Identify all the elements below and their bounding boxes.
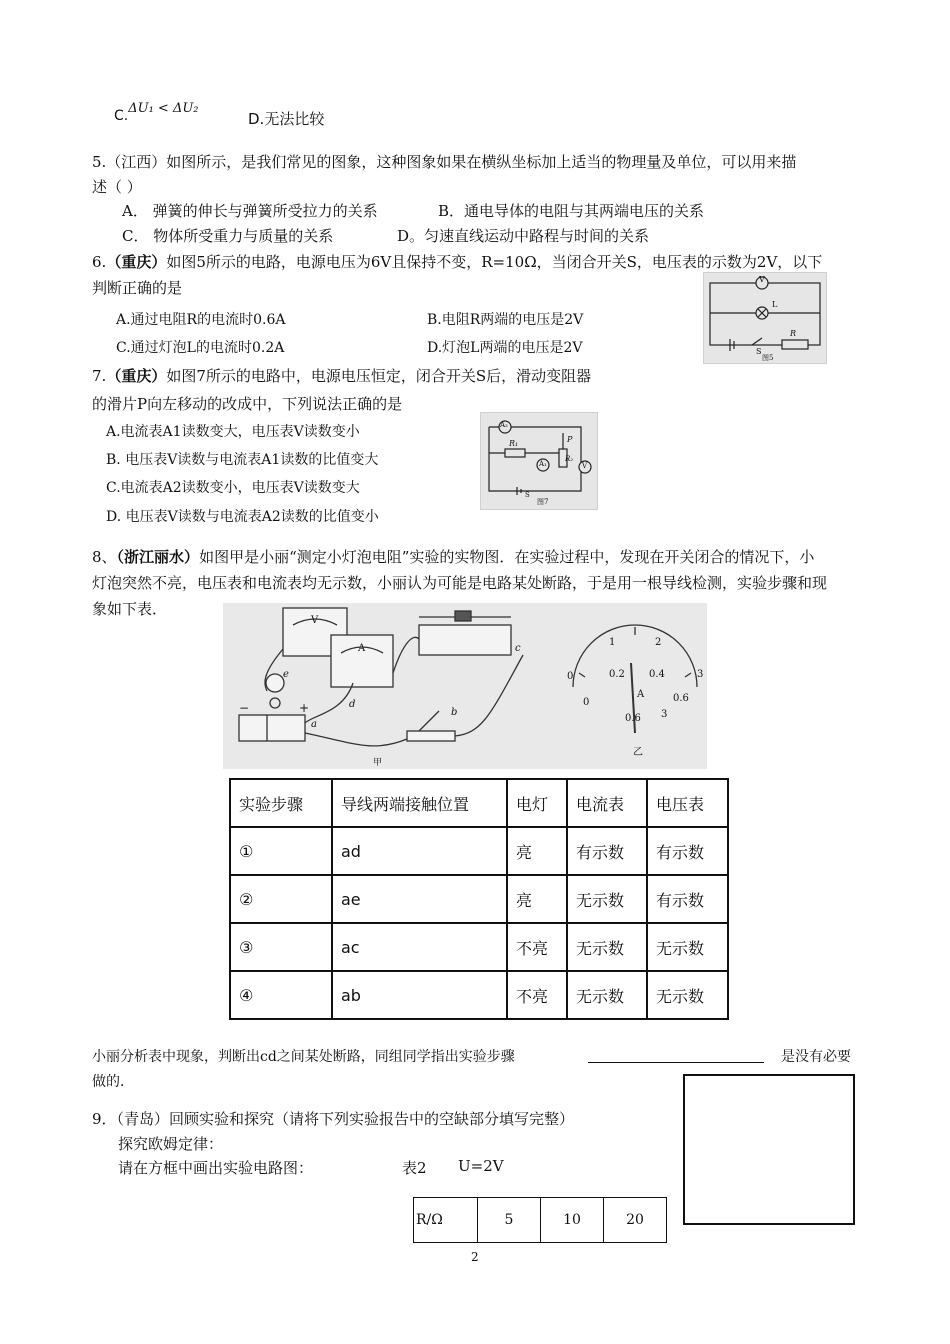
- q6-stem-line1: 6.（重庆）如图5所示的电路，电源电压为6V且保持不变，R=10Ω，当闭合开关S，电压表的示数为2V，以下: [92, 253, 823, 271]
- figure-7-a2-label: A₂: [500, 421, 508, 429]
- figure-5-resistor-label: R: [790, 329, 797, 338]
- figure-8-apparatus: [223, 603, 707, 769]
- figure-7-r2-label: R₂: [565, 455, 574, 463]
- q8-answer-prompt: 小丽分析表中现象，判断出cd之间某处断路，同组同学指出实验步骤: [92, 1049, 515, 1065]
- table-cell: 无示数: [647, 923, 728, 971]
- figure-7-circuit: [480, 412, 598, 510]
- q5-option-b: B．通电导体的电阻与其两端电压的关系: [438, 202, 705, 220]
- meter-top-tick-0: 0: [567, 671, 574, 682]
- figure-8-battery-plus: +: [299, 701, 310, 715]
- q8-answer-prompt-tail: 是没有必要: [781, 1049, 851, 1065]
- figure-7-s-label: S: [525, 491, 530, 499]
- table-cell: ac: [332, 923, 507, 971]
- figure-8-point-d: d: [349, 699, 356, 710]
- figure-8-voltmeter-label: V: [311, 615, 319, 626]
- table-cell: 10: [541, 1198, 604, 1243]
- table-cell: 有示数: [647, 875, 728, 923]
- table-cell: 无示数: [567, 971, 647, 1019]
- figure-8-battery-minus: −: [239, 701, 250, 715]
- table-cell: 有示数: [647, 827, 728, 875]
- q6-option-c: C.通过灯泡L的电流时0.2A: [116, 340, 285, 356]
- meter-unit-letter: A: [637, 689, 645, 700]
- q8-results-table: [229, 778, 729, 1020]
- figure-8-point-e: e: [283, 669, 289, 680]
- q4-option-c: C.ΔU₁ < ΔU₂: [114, 101, 199, 124]
- figure-5-voltmeter-label: V: [759, 275, 765, 284]
- q5-option-a: A． 弹簧的伸长与弹簧所受拉力的关系: [122, 202, 378, 220]
- q6-option-d: D.灯泡L两端的电压是2V: [427, 340, 583, 356]
- meter-bottom-tick-0-2: 0.2: [609, 669, 625, 680]
- table-cell: 不亮: [507, 971, 567, 1019]
- q7-option-a: A.电流表A1读数变大，电压表V读数变小: [106, 424, 360, 440]
- q9-stem: 9．（青岛）回顾实验和探究（请将下列实验报告中的空缺部分填写完整）: [92, 1110, 575, 1128]
- figure-8-point-a: a: [311, 719, 317, 730]
- table-row: [230, 827, 728, 875]
- figure-7-v-label: V: [582, 462, 588, 470]
- table-cell: 无示数: [647, 971, 728, 1019]
- q5-option-c: C． 物体所受重力与质量的关系: [122, 227, 334, 245]
- q6-stem-line2: 判断正确的是: [92, 279, 183, 297]
- meter-top-tick-3: 3: [697, 669, 704, 680]
- table-cell: 不亮: [507, 923, 567, 971]
- meter-top-tick-1: 1: [609, 637, 616, 648]
- table-cell: ④: [230, 971, 332, 1019]
- q6-option-a: A.通过电阻R的电流时0.6A: [116, 312, 286, 328]
- page-number: 2: [471, 1250, 479, 1264]
- q7-option-d: D. 电压表V读数与电流表A2读数的比值变小: [106, 509, 379, 525]
- q9-instruction: 请在方框中画出实验电路图：: [118, 1159, 314, 1177]
- figure-5-switch-label: S: [756, 347, 762, 356]
- meter-terminal-3: 3: [661, 709, 668, 720]
- figure-8-point-c: c: [515, 643, 521, 654]
- table-header-cell: 导线两端接触位置: [332, 779, 507, 827]
- q9-table-title: 表2: [402, 1159, 427, 1177]
- q9-table-condition: U=2V: [458, 1157, 504, 1175]
- q9-sub-heading: 探究欧姆定律：: [118, 1135, 224, 1153]
- q8-stem-line3: 象如下表．: [92, 600, 168, 618]
- figure-5-svg: [704, 273, 826, 363]
- figure-8-caption-jia: 甲: [373, 758, 383, 768]
- meter-top-tick-2: 2: [655, 637, 662, 648]
- figure-7-p-label: P: [567, 435, 573, 444]
- table-header-cell: 电流表: [567, 779, 647, 827]
- table-row: [414, 1198, 667, 1243]
- figure-7-r1-label: R₁: [509, 439, 519, 448]
- table-cell: 20: [604, 1198, 667, 1243]
- table-cell: ③: [230, 923, 332, 971]
- circuit-drawing-box[interactable]: [683, 1074, 855, 1225]
- table-row: [230, 971, 728, 1019]
- q5-stem-line2: 述（ ）: [92, 178, 142, 196]
- q5-stem-line1: 5.（江西）如图所示，是我们常见的图象，这种图象如果在横纵坐标加上适当的物理量及单位，可以用来描: [92, 153, 797, 171]
- table-cell: 亮: [507, 827, 567, 875]
- q4-option-d: D.无法比较: [248, 110, 325, 128]
- figure-8-caption-yi: 乙: [633, 747, 643, 758]
- meter-bottom-tick-0-6: 0.6: [673, 693, 689, 704]
- figure-5-caption: 图5: [762, 354, 774, 362]
- table-cell: ①: [230, 827, 332, 875]
- q8-answer-blank[interactable]: [588, 1062, 764, 1063]
- meter-terminal-0-6: 0.6: [625, 713, 641, 724]
- q8-answer-line2: 做的．: [92, 1074, 134, 1090]
- q7-option-b: B. 电压表V读数与电流表A1读数的比值变大: [106, 452, 379, 468]
- q5-option-d: D。匀速直线运动中路程与时间的关系: [397, 227, 650, 245]
- figure-8-point-b: b: [451, 707, 458, 718]
- table-cell: 有示数: [567, 827, 647, 875]
- figure-5-lamp-label: L: [772, 300, 778, 309]
- q9-data-table: [413, 1197, 667, 1243]
- q6-option-b: B.电阻R两端的电压是2V: [427, 312, 584, 328]
- table-cell: ②: [230, 875, 332, 923]
- q7-option-c: C.电流表A2读数变小，电压表V读数变大: [106, 480, 360, 496]
- table-cell: 亮: [507, 875, 567, 923]
- table-cell: ab: [332, 971, 507, 1019]
- table-cell: 5: [478, 1198, 541, 1243]
- meter-bottom-tick-0-4: 0.4: [649, 669, 665, 680]
- q7-stem-line1: 7.（重庆）如图7所示的电路中，电源电压恒定，闭合开关S后，滑动变阻器: [92, 367, 592, 385]
- table-row: [230, 923, 728, 971]
- table-row: [230, 875, 728, 923]
- figure-7-a1-label: A₁: [539, 460, 547, 468]
- table-header-cell: 实验步骤: [230, 779, 332, 827]
- table-cell: ad: [332, 827, 507, 875]
- table-header-cell: 电压表: [647, 779, 728, 827]
- table-cell: 无示数: [567, 923, 647, 971]
- table-cell: 无示数: [567, 875, 647, 923]
- q8-stem-line2: 灯泡突然不亮，电压表和电流表均无示数，小丽认为可能是电路某处断路，于是用一根导线检测，实验步骤和现: [92, 574, 828, 592]
- figure-8-ammeter-label: A: [358, 643, 366, 654]
- table-cell: ae: [332, 875, 507, 923]
- figure-7-caption: 图7: [537, 498, 549, 506]
- meter-bottom-tick-0: 0: [583, 697, 590, 708]
- q7-stem-line2: 的滑片P向左移动的改成中，下列说法正确的是: [92, 395, 403, 413]
- table-header-cell: 电灯: [507, 779, 567, 827]
- table-cell: R/Ω: [414, 1198, 478, 1243]
- table-header-row: [230, 779, 728, 827]
- q8-stem-line1: 8、（浙江丽水）如图甲是小丽“测定小灯泡电阻”实验的实物图．在实验过程中，发现在开关闭合的情况下，小: [92, 548, 815, 566]
- figure-5-circuit: [703, 272, 827, 364]
